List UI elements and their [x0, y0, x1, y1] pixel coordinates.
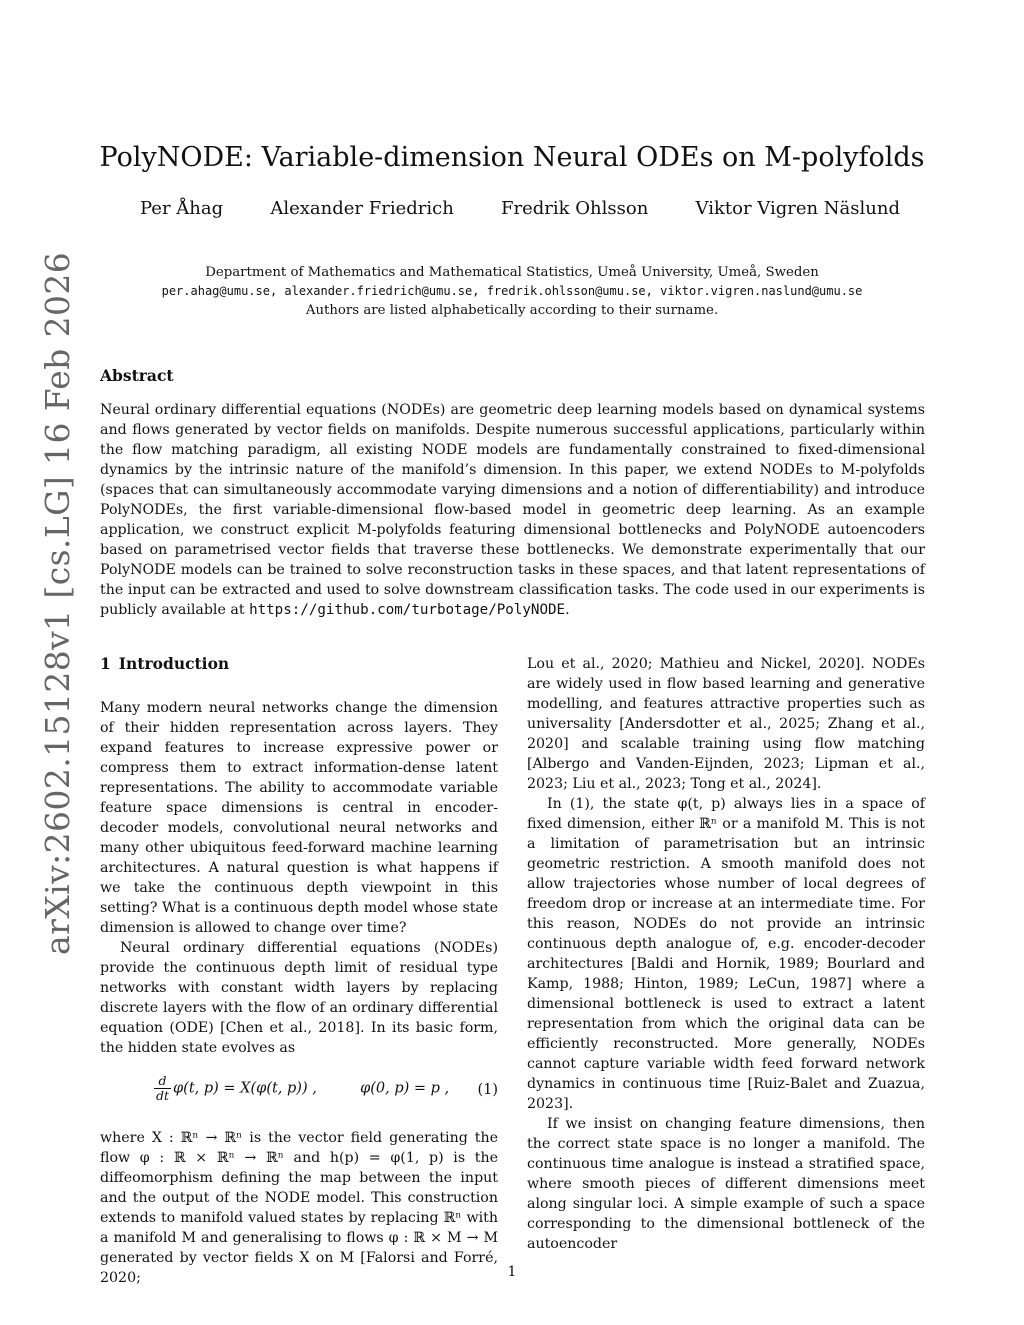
equation-number: (1)	[477, 1082, 498, 1098]
author-name: Fredrik Ohlsson	[501, 198, 649, 219]
abstract-text	[100, 400, 925, 620]
derivative-fraction	[154, 1074, 171, 1103]
page-number: 1	[507, 1264, 517, 1280]
abstract-heading: Abstract	[100, 366, 174, 385]
fraction-denominator: dt	[156, 1088, 170, 1103]
author-note: Authors are listed alphabetically according to their surname.	[305, 303, 719, 318]
section-heading	[100, 654, 498, 674]
intro-paragraph-4: Lou et al., 2020; Mathieu and Nickel, 2020]. NODEs are widely used in flow based learning and generative modelling, and features attractive properties such as universality [Andersdotter et al., 2025; Zhang et al., 2020] and scalable training using flow matching [Albergo and Vanden-Eijnden, 2023; Lipman et al., 2023; Liu et al., 2023; Tong et al., 2024].	[527, 656, 925, 792]
code-link[interactable]: https://github.com/turbotage/PolyNODE	[249, 602, 566, 618]
affiliation-block	[0, 263, 1024, 320]
author-name: Alexander Friedrich	[270, 198, 454, 219]
left-column	[100, 654, 498, 1288]
section-title: Introduction	[118, 654, 230, 673]
equation-lhs: φ(t, p) = X(φ(t, p)) ,	[173, 1080, 317, 1097]
intro-paragraph-2: Neural ordinary differential equations (NODEs) provide the continuous depth limit of residual type networks with constant width layers by replacing discrete layers with the flow of an ordinary differential equation (ODE) [Chen et al., 2018]. In its basic form, the hidden state evolves as	[100, 940, 498, 1056]
section-number: 1	[100, 654, 111, 673]
author-emails: per.ahag@umu.se, alexander.friedrich@umu.se, fredrik.ohlsson@umu.se, viktor.vigren.naslund@umu.se	[161, 284, 863, 298]
intro-paragraph-3: where X : ℝⁿ → ℝⁿ is the vector field generating the flow φ : ℝ × ℝⁿ → ℝⁿ and h(p) = φ(1, p) is the diffeomorphism defining the map between the input and the output of the NODE model. This construction extends to manifold valued states by replacing ℝⁿ with a manifold M and generalising to flows φ : ℝ × M → M generated by vector fields X on M [Falorsi and Forré, 2020;	[100, 1130, 498, 1286]
equation-initial-condition: φ(0, p) = p ,	[360, 1080, 450, 1097]
equation-body	[154, 1074, 449, 1103]
right-column	[527, 654, 925, 1254]
equation-1	[100, 1064, 498, 1114]
intro-paragraph-6: If we insist on changing feature dimensions, then the correct state space is no longer a manifold. The continuous time analogue is instead a stratified space, where smooth pieces of different dimensions meet along singular loci. A simple example of such a space corresponding to the dimensional bottleneck of the autoencoder	[527, 1116, 925, 1252]
abstract-body: Neural ordinary differential equations (NODEs) are geometric deep learning models based on dynamical systems and flows generated by vector fields on manifolds. Despite numerous successful applications, particularly within the flow matching paradigm, all existing NODE models are fundamentally constrained to fixed-dimensional dynamics by the intrinsic nature of the manifold’s dimension. In this paper, we extend NODEs to M-polyfolds (spaces that can simultaneously accommodate varying dimensions and a notion of differentiability) and introduce PolyNODEs, the first variable-dimensional flow-based model in geometric deep learning. As an example application, we construct explicit M-polyfolds featuring dimensional bottlenecks and PolyNODE autoencoders based on parametrised vector fields that traverse these bottlenecks. We demonstrate experimentally that our PolyNODE models can be trained to solve reconstruction tasks in these spaces, and that latent representations of the input can be extracted and used to solve downstream classification tasks. The code used in our experiments is publicly available at	[100, 402, 925, 618]
author-name: Viktor Vigren Näslund	[695, 198, 900, 219]
author-list	[140, 198, 900, 219]
intro-paragraph-5: In (1), the state φ(t, p) always lies in a space of fixed dimension, either ℝⁿ or a manifold M. This is not a limitation of parametrisation but an intrinsic geometric restriction. A smooth manifold does not allow trajectories whose number of local degrees of freedom drop or increase at an intermediate time. For this reason, NODEs do not provide an intrinsic continuous depth analogue of, e.g. encoder-decoder architectures [Baldi and Hornik, 1989; Bourlard and Kamp, 1988; Hinton, 1989; LeCun, 1987] where a dimensional bottleneck is used to extract a latent representation from which the original data can be efficiently reconstructed. More generally, NODEs cannot capture variable width feed forward network dynamics in continuous time [Ruiz-Balet and Zuazua, 2023].	[527, 796, 925, 1112]
paper-title: PolyNODE: Variable-dimension Neural ODEs on M-polyfolds	[99, 142, 925, 173]
author-name: Per Åhag	[140, 198, 224, 219]
arxiv-identifier: arXiv:2602.15128v1 [cs.LG] 16 Feb 2026	[38, 251, 77, 955]
abstract-period: .	[565, 602, 570, 618]
fraction-numerator: d	[154, 1074, 171, 1089]
affiliation: Department of Mathematics and Mathematical Statistics, Umeå University, Umeå, Sweden	[205, 265, 819, 280]
intro-paragraph-1: Many modern neural networks change the dimension of their hidden representation across layers. They expand features to increase expressive power or compress them to extract information-dense latent representations. The ability to accommodate variable feature space dimensions is central in encoder-decoder models, convolutional neural networks and many other ubiquitous feed-forward machine learning architectures. A natural question is what happens if we take the continuous depth viewpoint in this setting? What is a continuous depth model whose state dimension is allowed to change over time?	[100, 700, 498, 936]
